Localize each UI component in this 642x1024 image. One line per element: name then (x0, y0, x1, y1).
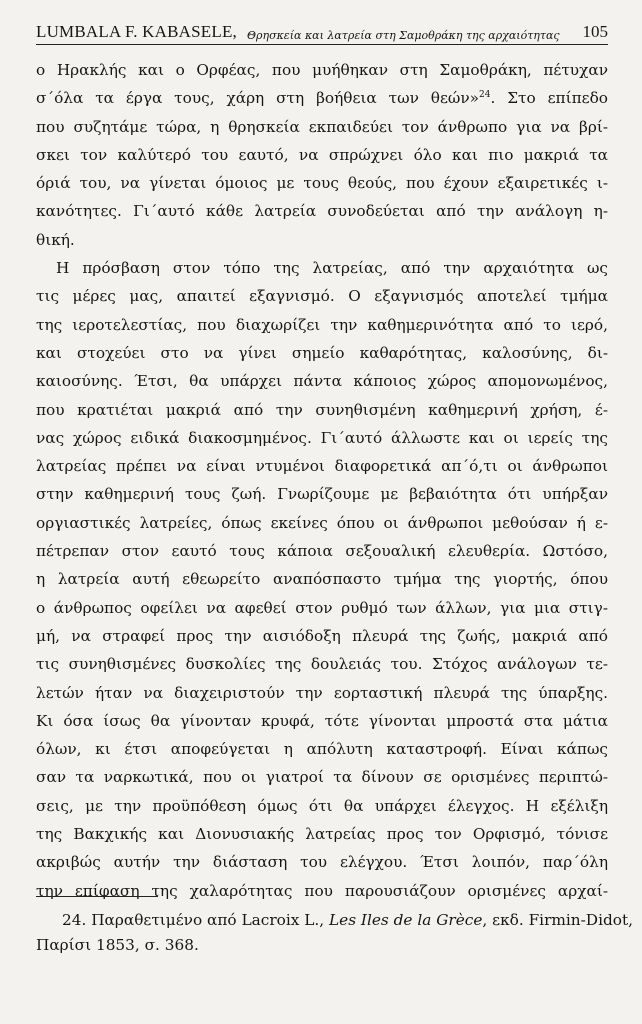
text-line: λατρείας πρέπει να είναι ντυμένοι διαφορετικά απ΄ό,τι οι άνθρωποι (36, 457, 608, 476)
text-line: η λατρεία αυτή εθεωρείτο αναπόσπαστο τμήμα της γιορτής, όπου (36, 570, 608, 589)
page-number: 105 (582, 22, 608, 41)
text-line: την επίφαση της χαλαρότητας που παρουσιάζουν ορισμένες αρχαί- (36, 881, 608, 900)
text-line: κανότητες. Γι΄αυτό κάθε λατρεία συνοδεύεται από την ανάλογη η- (36, 202, 608, 221)
text-line: καιοσύνης. Έτσι, θα υπάρχει πάντα κάποιος χώρος απομονωμένος, (36, 372, 608, 391)
text-line: που κρατιέται μακριά από την συνηθισμένη καθημερινή χρήση, έ- (36, 400, 608, 419)
text-line: νας χώρος ειδικά διακοσμημένος. Γι΄αυτό άλλωστε και οι ιερείς της (36, 428, 608, 447)
text-line: ακριβώς αυτήν την διάσταση του ελέγχου. Έτσι λοιπόν, παρ΄όλη (36, 853, 608, 872)
header-author: LUMBALA F. KABASELE, (36, 22, 237, 41)
text-line: σ΄όλα τα έργα τους, χάρη στη βοήθεια των θεών»$^{24}$. Στο επίπεδο (36, 89, 608, 108)
footnote-number: 24. (62, 911, 87, 929)
footnote-book-title: Les Iles de la Grèce (329, 911, 483, 929)
footnote-ref: 24 (479, 90, 491, 101)
text-line: ο άνθρωπος οφείλει να αφεθεί στον ρυθμό των άλλων, για μια στιγ- (36, 598, 608, 617)
running-header (36, 18, 608, 45)
text-line: τις μέρες μας, απαιτεί εξαγνισμό. Ο εξαγνισμός αποτελεί τμήμα (36, 287, 608, 306)
body-text (36, 56, 608, 905)
text-line: Η πρόσβαση στον τόπο της λατρείας, από την αρχαιότητα ως (56, 259, 608, 278)
text-line: που συζητάμε τώρα, η θρησκεία εκπαιδεύει τον άνθρωπο για να βρί- (36, 117, 608, 136)
text-line: σαν τα ναρκωτικά, που οι γιατροί τα δίνουν σε ορισμένες περιπτώ- (36, 768, 608, 787)
text-line: σεις, με την προϋπόθεση όμως ότι θα υπάρχει έλεγχος. Η εξέλιξη (36, 796, 608, 815)
text-line: μή, να στραφεί προς την αισιόδοξη πλευρά της ζωής, μακριά από (36, 626, 608, 645)
text-line: τις συνηθισμένες δυσκολίες της δουλειάς του. Στόχος ανάλογων τε- (36, 655, 608, 674)
text-line: οργιαστικές λατρείες, όπως εκείνες όπου οι άνθρωποι μεθούσαν ή ε- (36, 513, 608, 532)
header-running-title: Θρησκεία και λατρεία στη Σαμοθράκη της αρχαιότητας (247, 29, 560, 42)
text-line: σκει τον καλύτερό του εαυτό, να σπρώχνει όλο και πιο μακριά τα (36, 145, 608, 164)
text-line: ο Ηρακλής και ο Ορφέας, που μυήθηκαν στη Σαμοθράκη, πέτυχαν (36, 61, 608, 79)
text-line: Κι όσα ίσως θα γίνονταν κρυφά, τότε γίνονται μπροστά στα μάτια (36, 711, 608, 730)
footnote (36, 908, 633, 958)
text-line: της ιεροτελεστίας, που διαχωρίζει την καθημερινότητα από το ιερό, (36, 315, 608, 334)
footnote-divider (36, 896, 158, 897)
text-line: λετών ήταν να διαχειριστούν την εορταστική πλευρά της ύπαρξης. (36, 683, 608, 702)
text-line: στην καθημερινή τους ζωή. Γνωρίζουμε με βεβαιότητα ότι υπήρξαν (36, 485, 608, 504)
footnote-line: Παρίσι 1853, σ. 368. (36, 936, 199, 954)
text-line: όλων, κι έτσι αποφεύγεται η απόλυτη καταστροφή. Είναι κάπως (36, 740, 608, 759)
footnote-line: 24. Παραθετιμένο από Lacroix L., Les Iles de la Grèce, εκδ. Firmin-Didot, (62, 911, 633, 929)
text-line: και στοχεύει στο να γίνει σημείο καθαρότητας, καλοσύνης, δι- (36, 343, 608, 362)
text-line: θική. (36, 230, 75, 249)
text-line: της Βακχικής και Διονυσιακής λατρείας προς τον Ορφισμό, τόνισε (36, 825, 608, 844)
text-line: πέτρεπαν στον εαυτό τους κάποια σεξουαλική ελευθερία. Ωστόσο, (36, 542, 608, 561)
text-line: όριά του, να γίνεται όμοιος με τους θεούς, που έχουν εξαιρετικές ι- (36, 174, 608, 193)
